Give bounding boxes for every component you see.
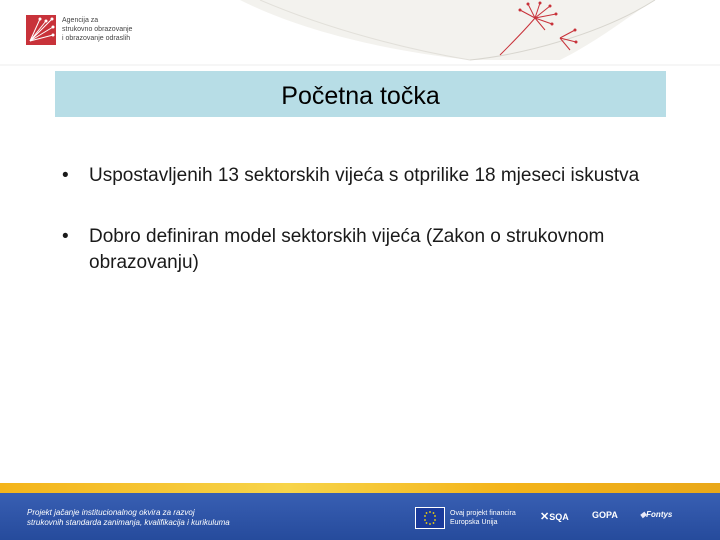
sqa-label: SQA	[549, 512, 569, 522]
slide-title: Početna točka	[281, 82, 440, 110]
agency-name-line: strukovno obrazovanje	[62, 26, 133, 33]
bullet-item	[62, 224, 662, 276]
sqa-logo	[540, 510, 569, 523]
gopa-logo: GOPA	[592, 510, 618, 520]
header	[0, 0, 720, 66]
fontys-icon: ◆	[640, 510, 647, 519]
project-description	[27, 508, 230, 528]
eu-line: Ovaj projekt financira	[450, 510, 516, 517]
agency-name-line: i obrazovanje odraslih	[62, 35, 131, 42]
bullet-icon: •	[62, 165, 69, 186]
bullet-list	[62, 163, 662, 311]
project-line: strukovnih standarda zanimanja, kvalifikacija i kurikuluma	[27, 518, 230, 527]
fontys-label: Fontys	[646, 510, 673, 519]
bullet-text: Uspostavljenih 13 sektorskih vijeća s otprilike 18 mjeseci iskustva	[89, 165, 640, 186]
eu-funding-text	[450, 509, 516, 527]
agency-name-line: Agencija za	[62, 17, 99, 24]
sqa-icon: ✕	[540, 511, 550, 523]
open-book-illustration	[0, 0, 720, 66]
fontys-logo	[640, 510, 672, 519]
eu-flag-icon	[415, 507, 445, 529]
bullet-item	[62, 163, 662, 189]
eu-line: Europska Unija	[450, 519, 498, 526]
bullet-icon: •	[62, 226, 69, 247]
title-bar	[55, 71, 666, 117]
project-line: Projekt jačanje institucionalnog okvira za razvoj	[27, 508, 195, 517]
bullet-text: Dobro definiran model sektorskih vijeća (Zakon o strukovnom obrazovanju)	[89, 226, 605, 273]
footer-gold-stripe	[0, 483, 720, 493]
